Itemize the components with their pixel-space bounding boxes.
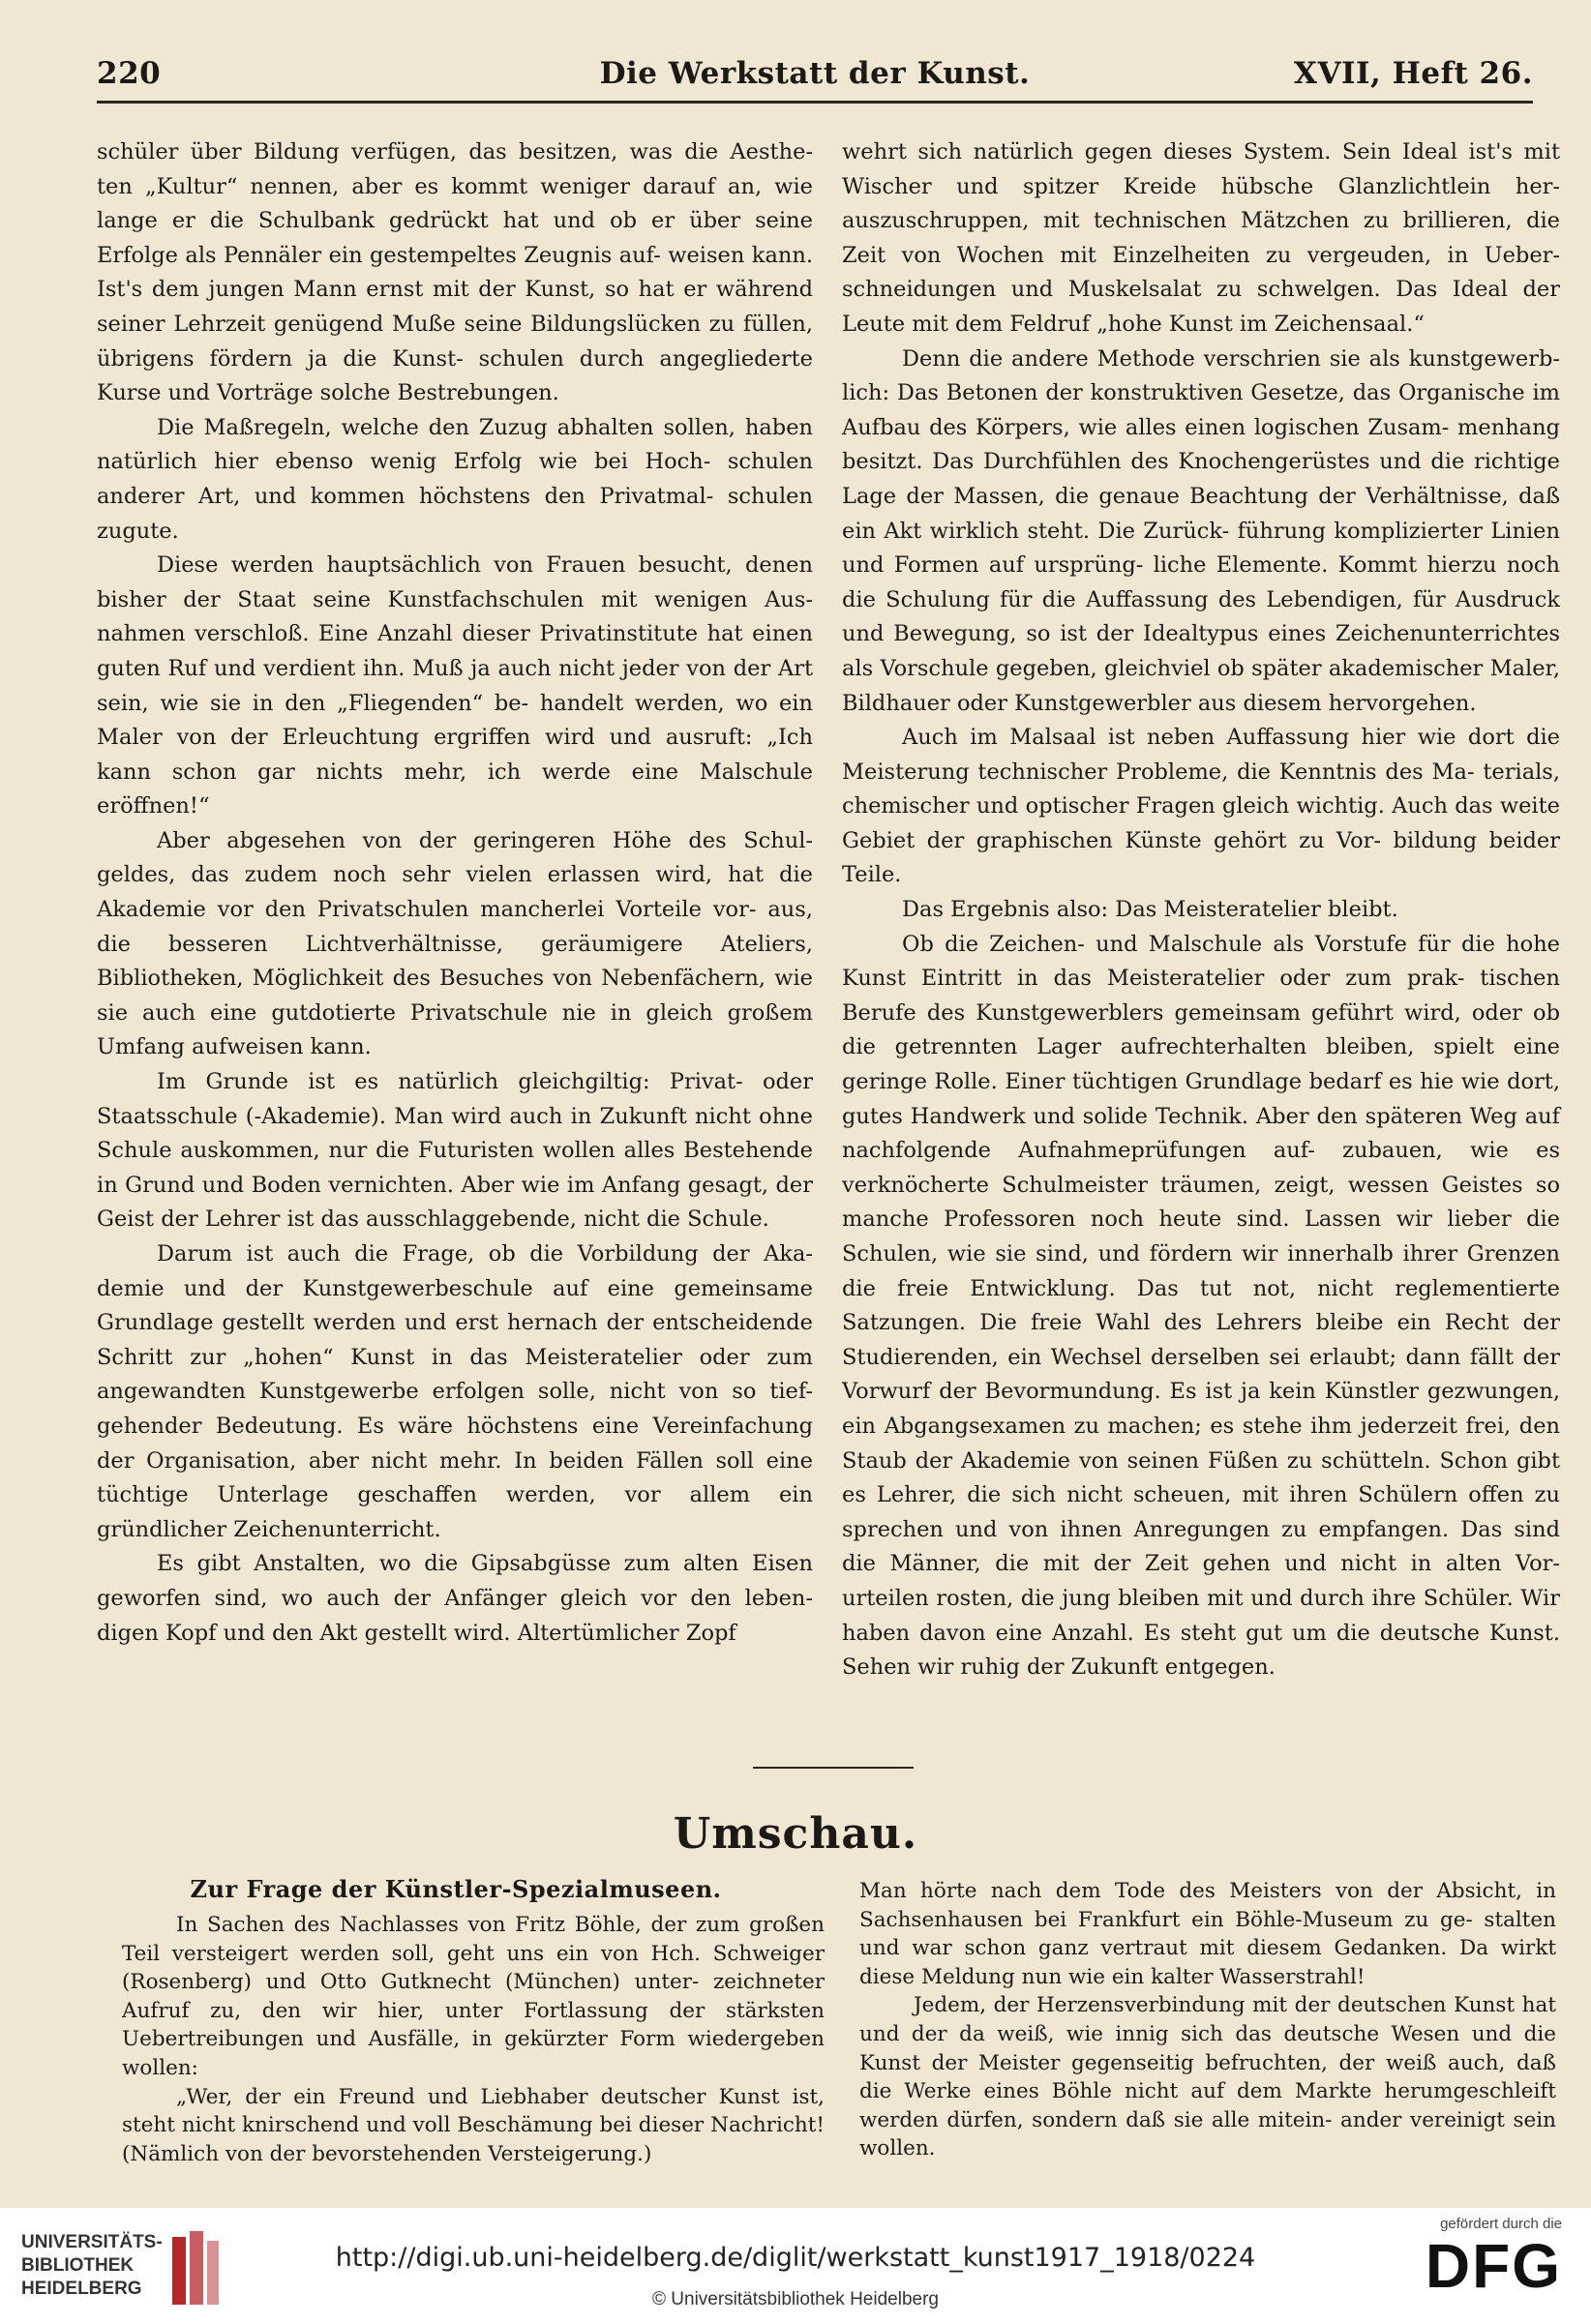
paragraph: In Sachen des Nachlasses von Fritz Böhle, der zum großen Teil versteigert werden soll, geht uns ein von Hch. Schweiger (Rosenberg) und Otto Gutknecht (München) unter- zeichneter Aufruf zu, den wir hier, unter Fortlassung der stärksten Uebertreibungen und Ausfälle, in gekürzter Form wiedergeben wollen:	[122, 1913, 825, 2080]
issue-label: XVII, Heft 26.	[1293, 56, 1533, 91]
journal-title: Die Werkstatt der Kunst.	[599, 56, 1031, 91]
paragraph: Die Maßregeln, welche den Zuzug abhalten sollen, haben natürlich hier ebenso wenig Erfolg wie bei Hoch- schulen anderer Art, und kommen höchstens den Privatmal- schulen zugute.	[97, 414, 813, 544]
page-header	[97, 50, 1533, 104]
article-right-column	[859, 1877, 1556, 2163]
paragraph: Man hörte nach dem Tode des Meisters von der Absicht, in Sachsenhausen bei Frankfurt ein Böhle-Museum zu ge- stalten und war schon ganz vertraut mit diesem Gedanken. Da wirkt diese Meldung nun wie ein kalter Wasserstrahl!	[859, 1879, 1556, 1989]
article-title: Zur Frage der Künstler-Spezialmuseen.	[190, 1875, 722, 1903]
paragraph: Ob die Zeichen- und Malschule als Vorstufe für die hohe Kunst Eintritt in das Meisteratelier oder zum prak- tischen Berufe des Kunstgewerblers gemeinsam geführt wird, oder ob die getrennten Lager aufrechterhalten bleiben, spielt eine geringe Rolle. Einer tüchtigen Grundlage bedarf es hie wie dort, gutes Handwerk und solide Technik. Aber den späteren Weg auf nachfolgende Aufnahmeprüfungen auf- zubauen, wie es verknöcherte Schulmeister träumen, zeigt, wessen Geistes so manche Professoren noch heute sind. Lassen wir lieber die Schulen, wie sie sind, und fördern wir innerhalb ihrer Grenzen die freie Entwicklung. Das tut not, nicht reglementierte Satzungen. Die freie Wahl des Lehrers bleibe ein Recht der Studierenden, ein Wechsel derselben sei erlaubt; dann fällt der Vorwurf der Bevormundung. Es ist ja kein Künstler gezwungen, ein Abgangsexamen zu machen; es stehe ihm jederzeit frei, den Staub der Akademie von seinen Füßen zu schütteln. Schon gibt es Lehrer, die sich nicht scheuen, mit ihren Schülern offen zu sprechen und von ihnen Anregungen zu empfangen. Das sind die Männer, die mit der Zeit gehen und nicht in alten Vor- urteilen rosten, die jung bleiben mit und durch ihre Schüler. Wir haben davon eine Anzahl. Es steht gut um die deutsche Kunst. Sehen wir ruhig der Zukunft entgegen.	[842, 931, 1560, 1681]
paragraph: Diese werden hauptsächlich von Frauen besucht, denen bisher der Staat seine Kunstfachschulen mit wenigen Aus- nahmen verschloß. Eine Anzahl dieser Privatinstitute hat einen guten Ruf und verdient ihn. Muß ja auch nicht jeder von der Art sein, wie sie in den „Fliegenden“ be- handelt werden, wo ein Maler von der Erleuchtung ergriffen wird und ausruft: „Ich kann schon gar nichts mehr, ich werde eine Malschule eröffnen!“	[97, 552, 813, 819]
dfg-logo[interactable]	[1397, 2216, 1562, 2316]
paragraph: Es gibt Anstalten, wo die Gipsabgüsse zum alten Eisen geworfen sind, wo auch der Anfänger gleich vor den leben- digen Kopf und den Akt gestellt wird. Altertümlicher Zopf	[97, 1551, 813, 1646]
paragraph: Darum ist auch die Frage, ob die Vorbildung der Aka- demie und der Kunstgewerbeschule auf eine gemeinsame Grundlage gestellt werden und erst hernach der entscheidende Schritt zur „hohen“ Kunst in das Meisteratelier oder zum angewandten Kunstgewerbe erfolgen solle, nicht von so tief- gehender Bedeutung. Es wäre höchstens eine Vereinfachung der Organisation, aber nicht mehr. In beiden Fällen soll eine tüchtige Unterlage geschaffen werden, vor allem ein gründlicher Zeichenunterricht.	[97, 1241, 813, 1542]
copyright-notice: © Universitätsbibliothek Heidelberg	[652, 2289, 939, 2309]
library-name-line: BIBLIOTHEK	[21, 2255, 135, 2276]
paragraph: Jedem, der Herzensverbindung mit der deutschen Kunst hat und der da weiß, wie innig sich das deutsche Wesen und die Kunst der Meister gegenseitig befruchten, der weiß auch, daß die Werke eines Böhle nicht auf dem Markte herumgeschleift werden dürfen, sondern daß sie alle mitein- ander vereinigt sein wollen.	[859, 1993, 1556, 2161]
paragraph: Das Ergebnis also: Das Meisteratelier bleibt.	[902, 897, 1398, 923]
page-number: 220	[97, 56, 162, 91]
paragraph: wehrt sich natürlich gegen dieses System. Sein Ideal ist's mit Wischer und spitzer Kreide hübsche Glanzlichtlein her- auszuschruppen, mit technischen Mätzchen zu brillieren, die Zeit von Wochen mit Einzelheiten zu vergeuden, in Ueber- schneidungen und Muskelsalat zu schwelgen. Das Ideal der Leute mit dem Feldruf „hohe Kunst im Zeichensaal.“	[842, 139, 1560, 337]
page-url-link[interactable]: http://digi.ub.uni-heidelberg.de/diglit/werkstatt_kunst1917_1918/0224	[335, 2243, 1256, 2273]
dfg-wordmark: DFG	[1425, 2231, 1562, 2301]
article-left-column	[122, 1911, 825, 2168]
paragraph: Auch im Malsaal ist neben Auffassung hier wie dort die Meisterung technischer Probleme, die Kenntnis des Ma- terials, chemischer und optischer Fragen gleich wichtig. Auch das weite Gebiet der graphischen Künste gehört zu Vor- bildung beider Teile.	[842, 725, 1560, 888]
viewer-footer	[0, 2208, 1591, 2324]
right-column	[842, 135, 1560, 1685]
paragraph: „Wer, der ein Freund und Liebhaber deutscher Kunst ist, steht nicht knirschend und voll Beschämung bei dieser Nachricht! (Nämlich von der bevorstehenden Versteigerung.)	[122, 2084, 825, 2166]
section-title: Umschau.	[673, 1809, 918, 1859]
library-name-line: UNIVERSITÄTS-	[21, 2232, 163, 2252]
paragraph: schüler über Bildung verfügen, das besitzen, was die Aesthe- ten „Kultur“ nennen, aber es kommt weniger darauf an, wie lange er die Schulbank gedrückt hat und ob er über seine Erfolge als Pennäler ein gestempeltes Zeugnis auf- weisen kann. Ist's dem jungen Mann ernst mit der Kunst, so hat er während seiner Lehrzeit genügend Muße seine Bildungslücken zu füllen, übrigens fördern ja die Kunst- schulen durch angegliederte Kurse und Vorträge solche Bestrebungen.	[97, 139, 813, 406]
left-column	[97, 135, 813, 1651]
funder-note: gefördert durch die	[1440, 2216, 1562, 2232]
section-divider	[753, 1767, 914, 1769]
paragraph: Im Grunde ist es natürlich gleichgiltig: Privat- oder Staatsschule (-Akademie). Man wird auch in Zukunft nicht ohne Schule auskommen, nur die Futuristen wollen alles Bestehende in Grund und Boden vernichten. Aber wie im Anfang gesagt, der Geist der Lehrer ist das ausschlaggebende, nicht die Schule.	[97, 1069, 813, 1233]
paragraph: Aber abgesehen von der geringeren Höhe des Schul- geldes, das zudem noch sehr vielen erlassen wird, hat die Akademie vor den Privatschulen mancherlei Vorteile vor- aus, die besseren Lichtverhältnisse, geräumigere Ateliers, Bibliotheken, Möglichkeit des Besuches von Nebenfächern, wie sie auch eine gutdotierte Privatschule nie in gleich großem Umfang aufweisen kann.	[97, 827, 813, 1060]
paragraph: Denn die andere Methode verschrien sie als kunstgewerb- lich: Das Betonen der konstruktiven Gesetze, das Organische im Aufbau des Körpers, wie alles einen logischen Zusam- menhang besitzt. Das Durchfühlen des Knochengerüstes und die richtige Lage der Massen, die genaue Beachtung der Verhältnisse, daß ein Akt wirklich steht. Die Zurück- führung komplizierter Linien und Formen auf ursprüng- liche Elemente. Kommt hierzu noch die Schulung für die Auffassung des Lebendigen, für Ausdruck und Bewegung, so ist der Idealtypus eines Zeichenunterrichtes als Vorschule gegeben, gleichviel ob später akademischer Maler, Bildhauer oder Kunstgewerbler aus diesem hervorgehen.	[842, 345, 1560, 716]
library-name-line: HEIDELBERG	[21, 2279, 142, 2299]
